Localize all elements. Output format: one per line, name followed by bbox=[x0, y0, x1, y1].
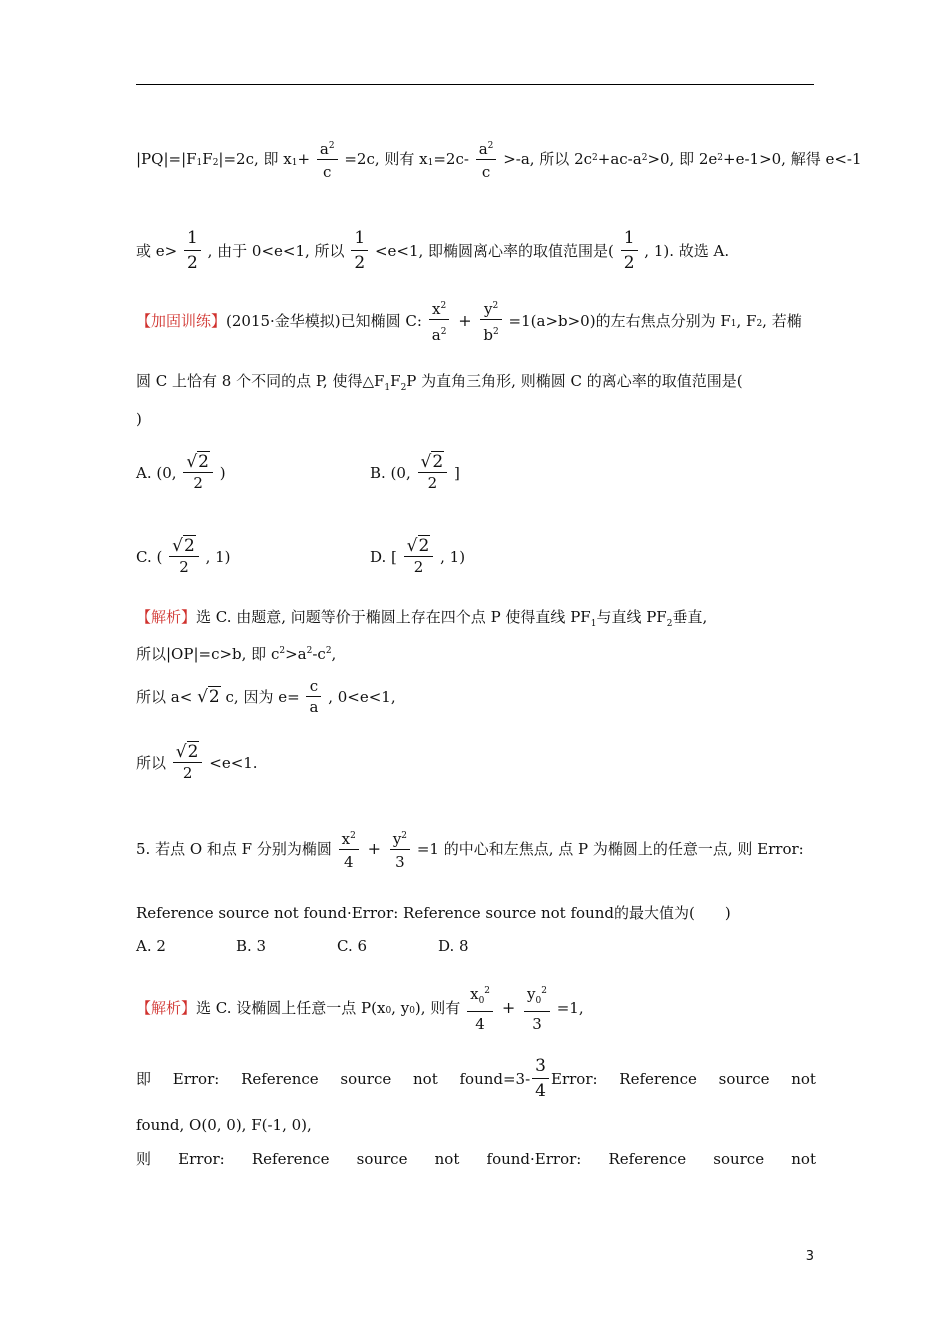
solution-line-2: 或 e> $\frac{1}{2}$ , 由于 0<e<1, 所以 $\frac{1}{2}$ <e<1, 即椭圆离心率的取值范围是( $\frac{1}{2}$ , 1). 故选 A. bbox=[136, 228, 730, 273]
question-5-line-2: Reference source not found·Error: Reference source not found的最大值为( ) bbox=[136, 904, 731, 922]
q5-choice-d: D. 8 bbox=[438, 937, 469, 955]
analysis-2-line-1: 【解析】选 C. 设椭圆上任意一点 $P(x_0$, $y_0$), 则有 $\frac{x_0^2}{4}$ + $\frac{y_0^2}{3}$ =1, bbox=[136, 981, 816, 1034]
fraction-one-half: $\frac{1}{2}$ bbox=[621, 226, 638, 275]
fraction-one-half: $\frac{1}{2}$ bbox=[351, 226, 368, 275]
analysis-2-line-4: 则 Error: Reference source not found·Error: Reference source not bbox=[136, 1150, 816, 1168]
analysis-1-line-4: 所以 $\frac{√2}{2}$ <e<1. bbox=[136, 742, 258, 782]
fraction-root2-over-2: $\frac{√2}{2}$ bbox=[404, 536, 434, 577]
analysis-tag: 【解析】 bbox=[136, 998, 197, 1017]
fraction-c-over-a: $\frac{c}{a}$ bbox=[306, 676, 321, 717]
choice-c: C. ( $\frac{√2}{2}$ , 1) bbox=[136, 536, 231, 576]
fraction-y0-2-over-3: $\frac{y_0^2}{3}$ bbox=[524, 981, 550, 1034]
analysis-1-line-3: 所以 a< √2 c, 因为 e= $\frac{c}{a}$ , 0<e<1, bbox=[136, 677, 396, 716]
fraction-root2-over-2: $\frac{√2}{2}$ bbox=[183, 452, 213, 493]
fraction-x0-2-over-4: $\frac{x_0^2}{4}$ bbox=[467, 981, 493, 1034]
sqrt-2: √2 bbox=[197, 686, 220, 707]
page-number: 3 bbox=[805, 1249, 814, 1264]
analysis-tag: 【解析】 bbox=[136, 608, 197, 626]
fraction-root2-over-2: $\frac{√2}{2}$ bbox=[418, 452, 448, 493]
analysis-1-line-1: 【解析】选 C. 由题意, 问题等价于椭圆上存在四个点 P 使得直线 $PF_1$与直线 $PF_2$垂直, bbox=[136, 608, 708, 629]
fraction-x2-over-a2: $\frac{x^2}{a^2}$ bbox=[429, 296, 450, 345]
header-rule bbox=[136, 84, 814, 85]
fraction-a2-over-c: $\frac{a^2}{c}$ bbox=[476, 136, 497, 182]
reinforcement-line-2: 圆 C 上恰有 8 个不同的点 P, 使得$\triangle F_1F_2P$ 为直角三角形, 则椭圆 C 的离心率的取值范围是( bbox=[136, 372, 743, 393]
analysis-1-line-2: 所以|OP|=c>b, 即 $c^2>a^2-c^2$, bbox=[136, 645, 337, 663]
solution-line-1: $|PQ|=|F_1F_2|=2c$, 即 $x_1+$ $\frac{a^2}{c}$ =2c, 则有 $x_1=2c-$ $\frac{a^2}{c}$ >-a, 所以 $2c^2+ac-a^2>0$, 即 $2e^2+e-1>0$, 解得 e<-1 bbox=[136, 136, 816, 182]
q5-choice-b: B. 3 bbox=[236, 937, 267, 955]
fraction-root2-over-2: $\frac{√2}{2}$ bbox=[169, 536, 199, 577]
analysis-2-line-3: found, O(0, 0), F(-1, 0), bbox=[136, 1116, 312, 1134]
fraction-y2-over-b2: $\frac{y^2}{b^2}$ bbox=[480, 296, 501, 345]
q5-choice-c: C. 6 bbox=[337, 937, 368, 955]
fraction-root2-over-2: $\frac{√2}{2}$ bbox=[173, 742, 203, 783]
q5-choice-a: A. 2 bbox=[136, 937, 166, 955]
analysis-2-line-2: 即 Error: Reference source not found=3- $\frac{3}{4}$ Error: Reference source not bbox=[136, 1056, 816, 1101]
choice-a: A. (0, $\frac{√2}{2}$ ) bbox=[136, 452, 226, 492]
fraction-a2-over-c: $\frac{a^2}{c}$ bbox=[317, 136, 338, 182]
question-5-line-1: 5. 若点 O 和点 F 分别为椭圆 $\frac{x^2}{4}$ + $\frac{y^2}{3}$ =1 的中心和左焦点, 点 P 为椭圆上的任意一点, 则 Error: bbox=[136, 826, 816, 872]
reinforcement-line-1: 【加固训练】(2015·金华模拟)已知椭圆 C: $\frac{x^2}{a^2}$ + $\frac{y^2}{b^2}$ =1(a>b>0)的左右焦点分别为 $F_1$, $F_2$, 若椭 bbox=[136, 296, 816, 345]
fraction-x2-over-4: $\frac{x^2}{4}$ bbox=[339, 826, 359, 872]
choice-b: B. (0, $\frac{√2}{2}$ ] bbox=[370, 452, 460, 492]
reinforcement-tag: 【加固训练】 bbox=[136, 311, 227, 330]
fraction-one-half: $\frac{1}{2}$ bbox=[184, 226, 201, 275]
fraction-3-over-4: $\frac{3}{4}$ bbox=[532, 1054, 549, 1103]
fraction-y2-over-3: $\frac{y^2}{3}$ bbox=[390, 826, 410, 872]
choice-d: D. [ $\frac{√2}{2}$ , 1) bbox=[370, 536, 466, 576]
reinforcement-line-3: ) bbox=[136, 410, 142, 428]
